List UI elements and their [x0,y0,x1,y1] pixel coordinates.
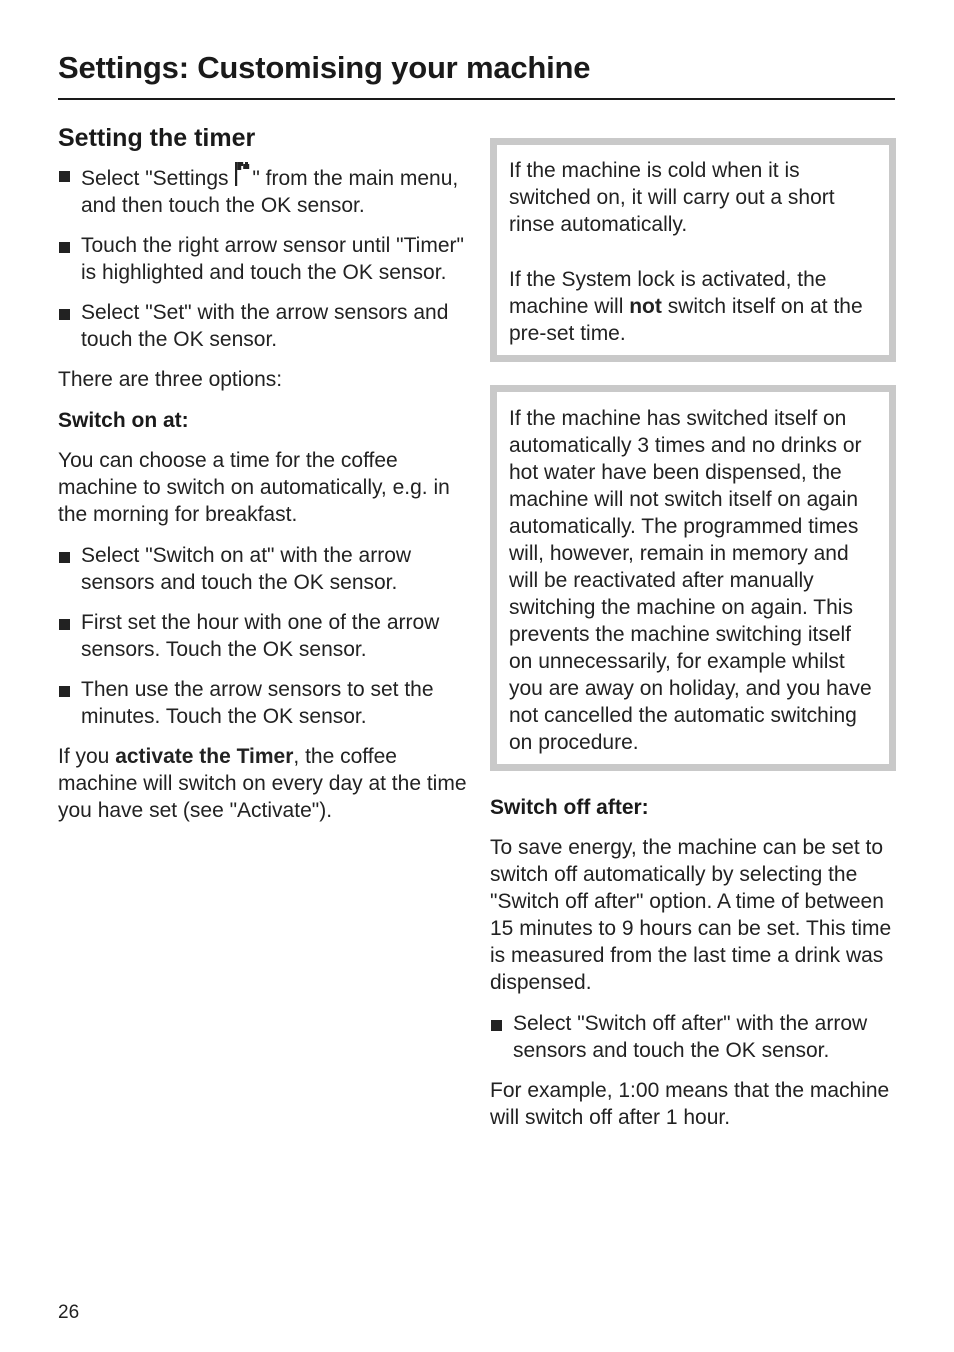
paragraph-gap [509,238,877,266]
right-column [490,138,896,1145]
bullet-item-set-hour: First set the hour with one of the arrow sensors. Touch the OK sensor. [58,609,468,663]
title-divider [58,98,895,100]
bullet-item-set-minutes: Then use the arrow sensors to set the minutes. Touch the OK sensor. [58,676,468,730]
switch-on-heading: Switch on at: [58,409,189,432]
page-number: 26 [58,1302,80,1323]
bold-text: not [629,295,662,318]
text-part: If the System lock is activated, the machine will [509,268,827,318]
bullet-item-select-settings [58,161,468,219]
bullet-item-set: Select "Set" with the arrow sensors and touch the OK sensor. [58,299,468,353]
bullet-item-select-switch-on: Select "Switch on at" with the arrow sensors and touch the OK sensor. [58,542,468,596]
bullet-item-select-switch-off: Select "Switch off after" with the arrow sensors and touch the OK sensor. [490,1010,896,1064]
text-part: If you [58,745,116,768]
page-title: Settings: Customising your machine [58,50,591,85]
left-column [58,124,468,838]
example-paragraph: For example, 1:00 means that the machine will switch off after 1 hour. [490,1079,890,1129]
bullet-item-timer: Touch the right arrow sensor until "Timer" is highlighted and touch the OK sensor. [58,232,468,286]
switch-off-description: To save energy, the machine can be set to switch off automatically by selecting the "Switch off after" option. A time of between 15 minutes to 9 hours can be set. This time is measured from the last time a drink was dispensed. [490,836,892,994]
text-part: , the coffee machine will switch on every day at the time you have set (see "Activate"). [58,745,467,822]
settings-flag-icon [234,161,252,187]
activate-timer-paragraph [58,743,468,824]
note-box-cold-machine [490,138,896,362]
switch-off-heading: Switch off after: [490,796,649,819]
section-title: Setting the timer [58,124,256,152]
note-text: If the machine is cold when it is switched on, it will carry out a short rinse automatically. [509,159,835,236]
switch-on-description: You can choose a time for the coffee machine to switch on automatically, e.g. in the morning for breakfast. [58,449,450,526]
note-box-auto-switch [490,385,896,771]
text-part: switch itself on at the pre-set time. [509,295,863,345]
bullet-text-part: Select "Settings [81,167,235,190]
bullet-list-switch-off [490,1010,896,1064]
note-text: If the machine has switched itself on automatically 3 times and no drinks or hot water have been dispensed, the machine will not switch itself on again automatically. The programmed times will, however, remain in memory and will be reactivated after manually switching the machine on again. This prevents the machine switching itself on unnecessarily, for example whilst you are away on holiday, and you have not cancelled the automatic switching on procedure. [509,407,872,754]
bold-text: activate the Timer [115,745,294,768]
bullet-list-setup [58,161,468,353]
options-intro: There are three options: [58,368,283,391]
bullet-text-part: " from the main menu, and then touch the OK sensor. [81,167,459,217]
bullet-list-switch-on [58,542,468,730]
note-text-system-lock [509,266,877,347]
